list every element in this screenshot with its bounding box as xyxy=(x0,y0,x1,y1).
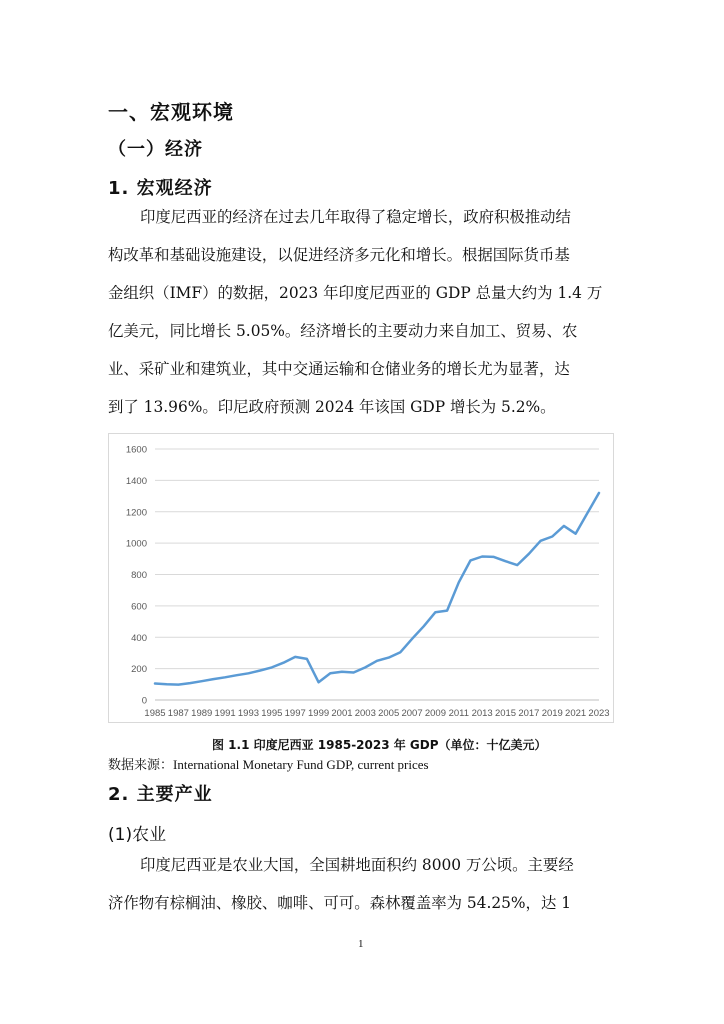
y-tick-label: 0 xyxy=(141,695,147,707)
y-tick-label: 600 xyxy=(131,601,147,613)
x-tick-label: 2013 xyxy=(471,708,493,719)
paragraph-line: 到了 13.96%。印尼政府预测 2024 年该国 GDP 增长为 5.2%。 xyxy=(108,398,556,416)
x-tick-label: 1999 xyxy=(308,708,330,719)
x-tick-label: 2015 xyxy=(494,708,517,719)
y-tick-label: 1000 xyxy=(125,538,147,550)
x-tick-label: 1989 xyxy=(191,708,213,719)
paragraph-line: 业、采矿业和建筑业，其中交通运输和仓储业务的增长尤为显著，达 xyxy=(108,360,570,378)
x-tick-label: 1985 xyxy=(144,708,166,719)
x-tick-label: 1997 xyxy=(284,708,306,719)
x-tick-label: 2007 xyxy=(401,708,423,719)
x-tick-label: 2009 xyxy=(424,708,446,719)
y-tick-label: 800 xyxy=(131,570,147,581)
x-tick-label: 2011 xyxy=(448,708,470,719)
section-heading: （一）经济 xyxy=(108,139,203,160)
x-tick-label: 2001 xyxy=(331,708,353,719)
x-tick-label: 1995 xyxy=(261,708,283,719)
page-number: 1 xyxy=(358,938,364,950)
subsection-heading-industries: 2. 主要产业 xyxy=(108,784,213,805)
subsubsection-heading-agriculture: (1)农业 xyxy=(108,825,167,845)
gdp-series-line xyxy=(155,493,599,685)
figure-caption: 图 1.1 印度尼西亚 1985-2023 年 GDP（单位：十亿美元） xyxy=(212,738,547,752)
x-tick-label: 2003 xyxy=(354,708,376,719)
x-tick-label: 1991 xyxy=(214,708,236,719)
x-tick-label: 2005 xyxy=(378,708,400,719)
y-tick-label: 1600 xyxy=(125,444,147,456)
subsection-heading-macro: 1. 宏观经济 xyxy=(108,178,213,199)
paragraph-line: 济作物有棕榈油、橡胶、咖啡、可可。森林覆盖率为 54.25%，达 1 xyxy=(108,894,572,912)
paragraph-line: 印度尼西亚的经济在过去几年取得了稳定增长，政府积极推动结 xyxy=(140,208,571,226)
y-tick-label: 1200 xyxy=(125,507,147,519)
paragraph-line: 印度尼西亚是农业大国，全国耕地面积约 8000 万公顷。主要经 xyxy=(140,856,574,874)
x-tick-label: 2019 xyxy=(541,708,563,719)
gdp-line-chart xyxy=(108,433,614,723)
x-tick-label: 2021 xyxy=(565,708,587,719)
y-tick-label: 400 xyxy=(131,632,147,644)
part-heading: 一、宏观环境 xyxy=(108,100,234,124)
x-tick-label: 1987 xyxy=(167,708,189,719)
y-tick-label: 200 xyxy=(131,664,147,676)
paragraph-line: 金组织（IMF）的数据，2023 年印度尼西亚的 GDP 总量大约为 1.4 万 xyxy=(108,284,603,302)
chart-svg xyxy=(109,434,615,724)
paragraph-line: 构改革和基础设施建设，以促进经济多元化和增长。根据国际货币基 xyxy=(108,246,570,264)
figure-source: 数据来源：International Monetary Fund GDP, current prices xyxy=(108,757,429,772)
paragraph-line: 亿美元，同比增长 5.05%。经济增长的主要动力来自加工、贸易、农 xyxy=(108,322,578,340)
x-tick-label: 1993 xyxy=(237,708,260,719)
y-tick-label: 1400 xyxy=(125,475,147,487)
x-tick-label: 2023 xyxy=(588,708,610,719)
x-tick-label: 2017 xyxy=(518,708,540,719)
